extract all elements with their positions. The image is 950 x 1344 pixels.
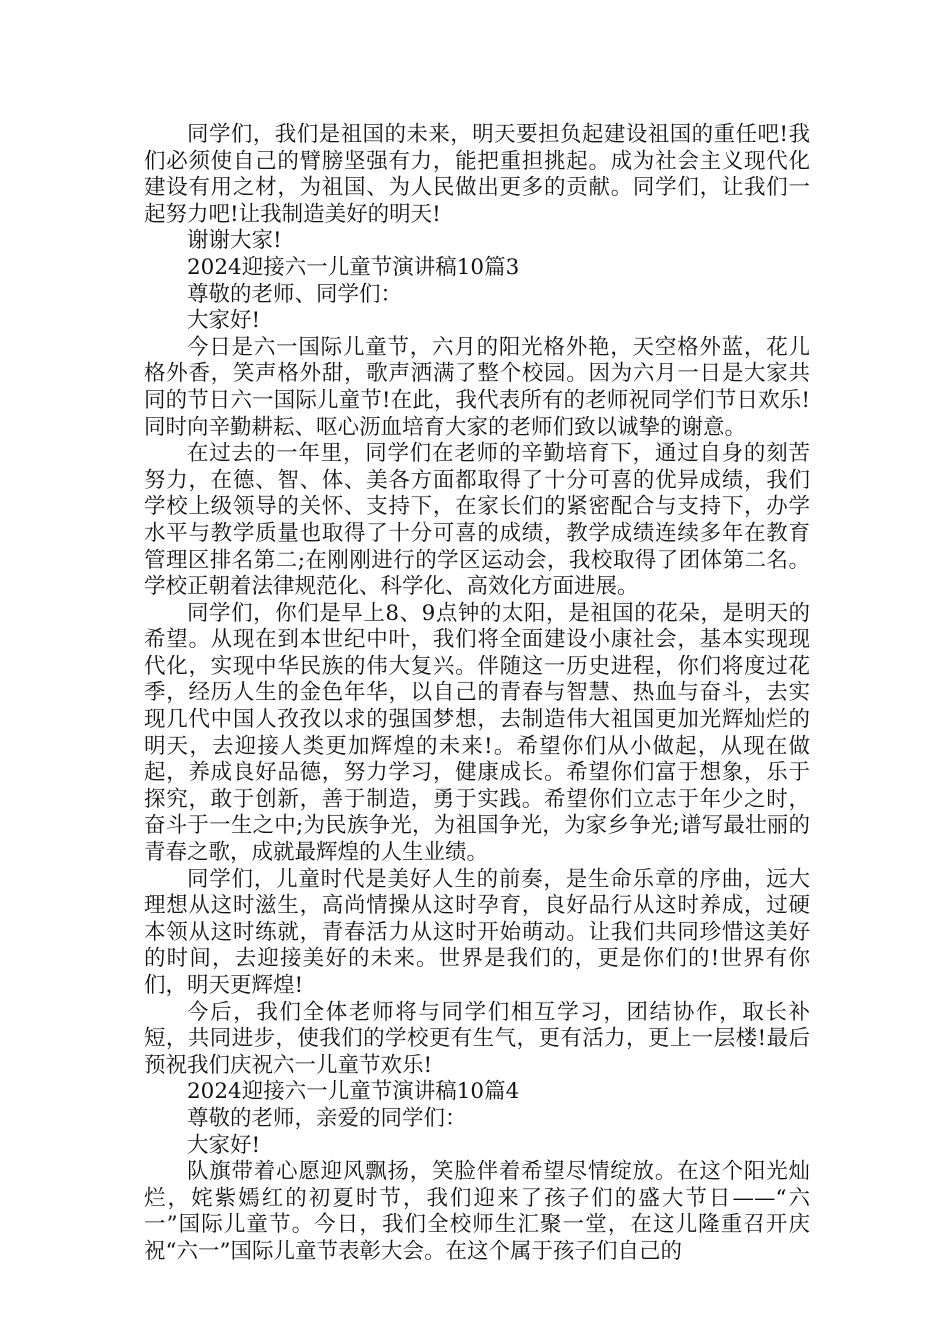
greeting-4: 大家好! (187, 1132, 261, 1158)
paragraph-6: 今后，我们全体老师将与同学们相互学习，团结协作，取长补短，共同进步，使我们的学校更有生气，更有活力，更上一层楼!最后预祝我们庆祝六一儿童节欢乐! (144, 999, 810, 1078)
paragraph-3: 在过去的一年里，同学们在老师的辛勤培育下，通过自身的刻苦努力，在德、智、体、美各方面都取得了十分可喜的优异成绩，我们学校上级领导的关怀、支持下，在家长们的紧密配合与支持下，办学水平与教学质量也取得了十分可喜的成绩，教学成绩连续多年在教育管理区排名第二;在刚刚进行的学区运动会，我校取得了团体第二名。学校正朝着法律规范化、科学化、高效化方面进展。 (144, 441, 810, 600)
greeting-3: 大家好! (187, 308, 261, 334)
paragraph-1: 同学们，我们是祖国的未来，明天要担负起建设祖国的重任吧!我们必须使自己的臂膀坚强有力，能把重担挑起。成为社会主义现代化建设有用之材，为祖国、为人民做出更多的贡献。同学们，让我们一起努力吧!让我制造美好的明天! (144, 122, 810, 227)
section-title-3: 2024迎接六一儿童节演讲稿10篇3 (187, 254, 520, 280)
paragraph-7: 队旗带着心愿迎风飘扬，笑脸伴着希望尽情绽放。在这个阳光灿烂，姹紫嫣红的初夏时节，我们迎来了孩子们的盛大节日——“六一”国际儿童节。今日，我们全校师生汇聚一堂，在这儿隆重召开庆祝“六一”国际儿童节表彰大会。在这个属于孩子们自己的 (144, 1159, 810, 1264)
document-page (144, 122, 810, 1266)
salutation-4: 尊敬的老师，亲爱的同学们： (187, 1105, 467, 1131)
section-title-4: 2024迎接六一儿童节演讲稿10篇4 (187, 1079, 520, 1105)
paragraph-thanks: 谢谢大家! (187, 228, 282, 254)
paragraph-2: 今日是六一国际儿童节，六月的阳光格外艳，天空格外蓝，花儿格外香，笑声格外甜，歌声洒满了整个校园。因为六月一日是大家共同的节日六一国际儿童节!在此，我代表所有的老师祝同学们节日欢乐!同时向辛勤耕耘、呕心沥血培育大家的老师们致以诚挚的谢意。 (144, 334, 810, 440)
salutation-3: 尊敬的老师、同学们： (187, 281, 403, 307)
paragraph-5: 同学们，儿童时代是美好人生的前奏，是生命乐章的序曲，远大理想从这时滋生，高尚情操从这时孕育，良好品行从这时养成，过硬本领从这时练就，青春活力从这时开始萌动。让我们共同珍惜这美好的时间，去迎接美好的未来。世界是我们的，更是你们的!世界有你们，明天更辉煌! (144, 866, 810, 998)
paragraph-4: 同学们，你们是早上8、9点钟的太阳，是祖国的花朵，是明天的希望。从现在到本世纪中叶，我们将全面建设小康社会，基本实现现代化，实现中华民族的伟大复兴。伴随这一历史进程，你们将度过花季，经历人生的金色年华，以自己的青春与智慧、热血与奋斗，去实现几代中国人孜孜以求的强国梦想，去制造伟大祖国更加光辉灿烂的明天，去迎接人类更加辉煌的未来!。希望你们从小做起，从现在做起，养成良好品德，努力学习，健康成长。希望你们富于想象，乐于探究，敢于创新，善于制造，勇于实践。希望你们立志于年少之时，奋斗于一生之中;为民族争光，为祖国争光，为家乡争光;谱写最壮丽的青春之歌，成就最辉煌的人生业绩。 (144, 600, 810, 866)
